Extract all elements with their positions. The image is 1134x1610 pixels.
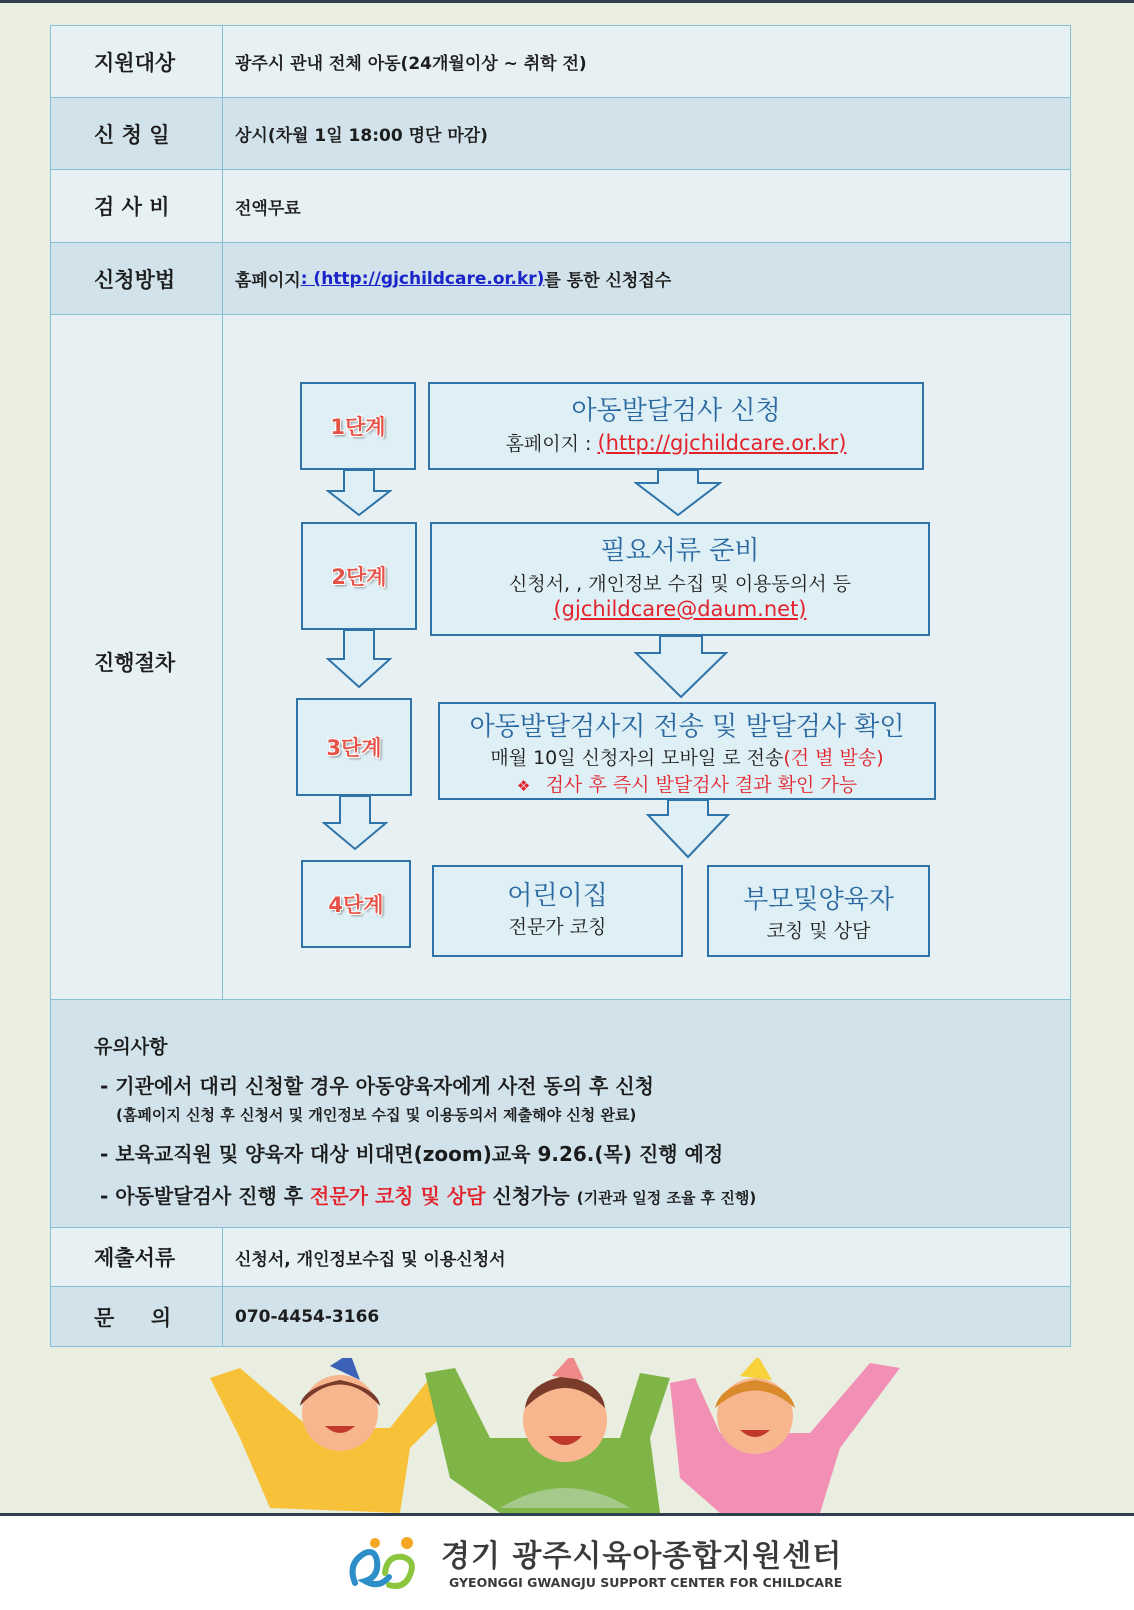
step3-desc-text: 매월 10일 신청자의 모바일 로 전송 [490,747,784,769]
method-prefix: 홈페이지 [235,271,301,291]
row-label: 진행절차 [50,315,223,999]
row-value: 신청서, 개인정보수집 및 이용신청서 [235,1249,506,1270]
children-illustration [200,1358,920,1513]
step1-homepage-link[interactable]: (http://gjchildcare.or.kr) [597,431,847,455]
note-subitem: (홈페이지 신청 후 신청서 및 개인정보 수집 및 이용동의서 제출해야 신청 완료) [116,1106,637,1124]
note-item3-small: (기관과 일정 조율 후 진행) [576,1189,757,1207]
row-value: 전액무료 [235,198,301,219]
note-item3-suffix: 신청가능 [485,1184,577,1208]
row-label: 신청방법 [50,243,223,314]
step3-desc-red: (건 별 발송) [783,747,884,769]
step4-label: 4단계 [328,893,384,917]
note-item: - 기관에서 대리 신청할 경우 아동양육자에게 사전 동의 후 신청 [100,1074,654,1098]
center-name: 경기 광주시육아종합지원센터 [441,1539,843,1574]
step3-title: 아동발달검사지 전송 및 발달검사 확인 [469,712,905,742]
step2-label: 2단계 [331,565,387,589]
homepage-link[interactable]: : (http://gjchildcare.or.kr) [300,268,545,289]
note-item3-prefix: - 아동발달검사 진행 후 [100,1184,311,1208]
parents-desc: 코칭 및 상담 [766,920,871,942]
row-value: 070-4454-3166 [235,1306,380,1327]
diamond-bullet-icon: ❖ [516,777,531,795]
row-label: 신 청 일 [50,98,223,169]
step2-desc: 신청서, , 개인정보 수집 및 이용동의서 등 [509,573,851,595]
step3-label: 3단계 [326,736,382,760]
footer [0,1513,1134,1610]
step1-label: 1단계 [330,415,386,439]
row-value: 광주시 관내 전체 아동(24개월이상 ~ 취학 전) [235,54,587,74]
top-border [0,0,1134,3]
note-item3-red: 전문가 코칭 및 상담 [310,1184,486,1208]
step1-desc-prefix: 홈페이지 : [505,433,598,455]
step2-email-link[interactable]: (gjchildcare@daum.net) [553,597,807,621]
center-logo-icon [345,1533,425,1597]
method-suffix: 를 통한 신청접수 [544,271,672,291]
table-frame [50,25,1071,1347]
daycare-title: 어린이집 [507,881,608,911]
notes-title: 유의사항 [94,1036,168,1058]
row-label: 제출서류 [50,1228,223,1286]
step2-title: 필요서류 준비 [600,536,760,566]
row-label: 검 사 비 [50,170,223,242]
row-value: 상시(차월 1일 18:00 명단 마감) [235,126,488,146]
footer-divider [0,1513,1134,1516]
daycare-desc: 전문가 코칭 [508,916,607,938]
note-item: - 보육교직원 및 양육자 대상 비대면(zoom)교육 9.26.(목) 진행 예정 [100,1142,724,1166]
step1-title: 아동발달검사 신청 [571,396,781,426]
row-label: 지원대상 [50,26,223,97]
parents-title: 부모및양육자 [743,885,894,915]
center-subtitle: GYEONGGI GWANGJU SUPPORT CENTER FOR CHILDCARE [449,1575,843,1590]
row-label: 문 의 [50,1287,223,1346]
step3-note-text: 검사 후 즉시 발달검사 결과 확인 가능 [545,774,858,796]
